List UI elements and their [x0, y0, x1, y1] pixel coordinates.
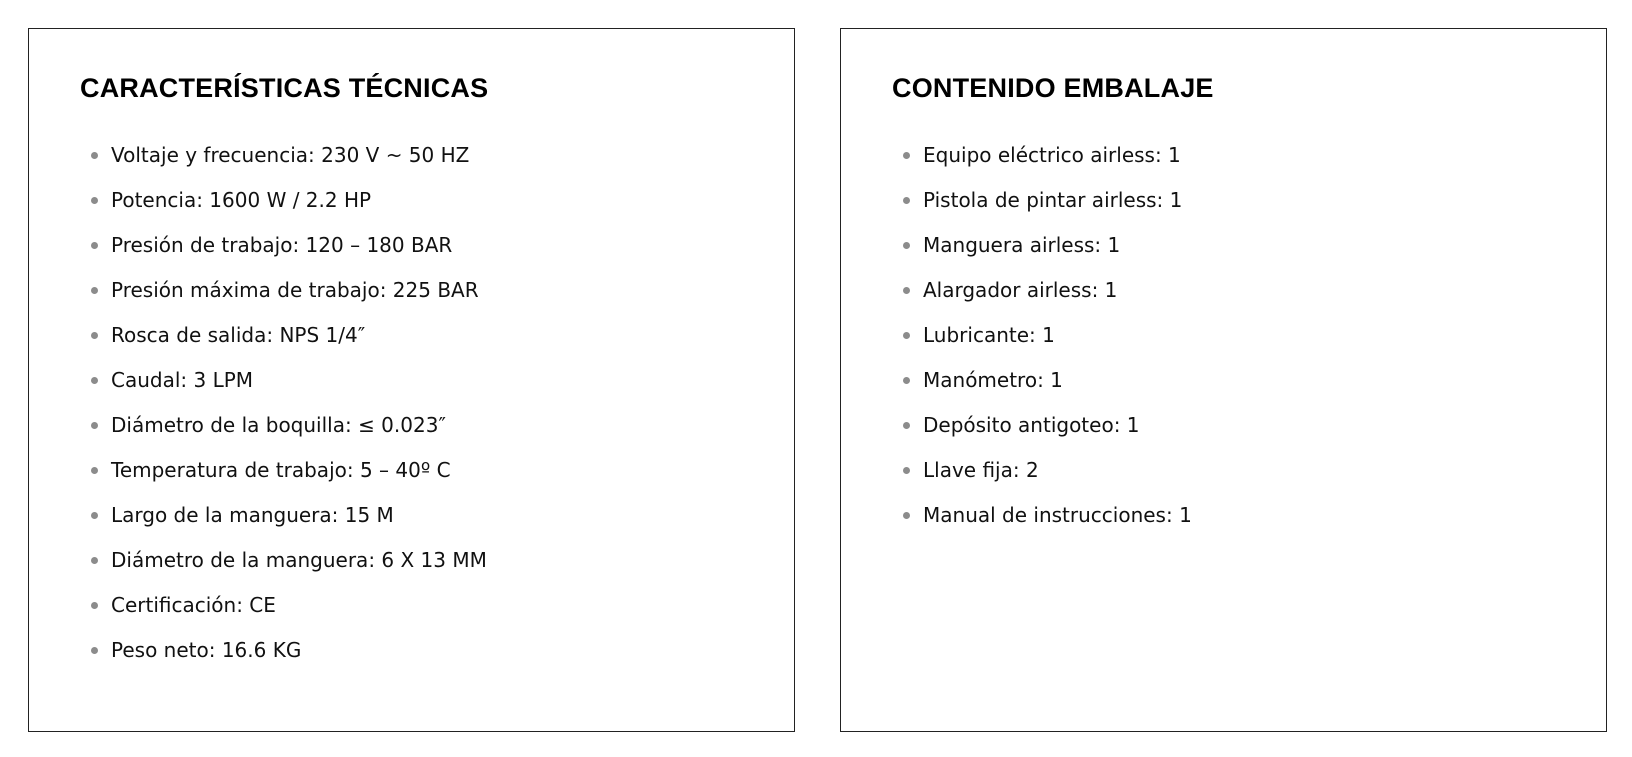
- bullet-icon: [903, 422, 910, 429]
- bullet-icon: [903, 197, 910, 204]
- spec-item: [111, 138, 487, 183]
- package-item-text: Lubricante: 1: [923, 323, 1055, 347]
- package-item: [923, 228, 1192, 273]
- spec-item-text: Certificación: CE: [111, 593, 276, 617]
- bullet-icon: [91, 287, 98, 294]
- bullet-icon: [91, 647, 98, 654]
- bullet-icon: [91, 422, 98, 429]
- spec-item: [111, 318, 487, 363]
- spec-item: [111, 453, 487, 498]
- package-item: [923, 273, 1192, 318]
- spec-item-text: Potencia: 1600 W / 2.2 HP: [111, 188, 372, 212]
- spec-item: [111, 588, 487, 633]
- technical-specs-panel: [28, 28, 795, 732]
- bullet-icon: [903, 467, 910, 474]
- spec-item: [111, 183, 487, 228]
- package-item-text: Alargador airless: 1: [923, 278, 1118, 302]
- spec-item-text: Diámetro de la manguera: 6 X 13 MM: [111, 548, 487, 572]
- bullet-icon: [903, 287, 910, 294]
- bullet-icon: [91, 332, 98, 339]
- bullet-icon: [903, 332, 910, 339]
- package-item: [923, 183, 1192, 228]
- package-item: [923, 363, 1192, 408]
- package-contents-panel: [840, 28, 1607, 732]
- package-item-text: Equipo eléctrico airless: 1: [923, 143, 1181, 167]
- technical-specs-title: CARACTERÍSTICAS TÉCNICAS: [80, 73, 489, 103]
- bullet-icon: [91, 377, 98, 384]
- package-item: [923, 498, 1192, 543]
- bullet-icon: [91, 152, 98, 159]
- spec-item: [111, 633, 487, 678]
- spec-item-text: Largo de la manguera: 15 M: [111, 503, 394, 527]
- spec-item-text: Temperatura de trabajo: 5 – 40º C: [111, 458, 451, 482]
- spec-item: [111, 408, 487, 453]
- spec-item-text: Caudal: 3 LPM: [111, 368, 254, 392]
- spec-item-text: Presión máxima de trabajo: 225 BAR: [111, 278, 479, 302]
- spec-item: [111, 498, 487, 543]
- package-contents-title: CONTENIDO EMBALAJE: [892, 73, 1214, 103]
- package-contents-list: [923, 138, 1192, 543]
- package-item: [923, 318, 1192, 363]
- spec-item-text: Peso neto: 16.6 KG: [111, 638, 302, 662]
- bullet-icon: [903, 152, 910, 159]
- spec-item-text: Rosca de salida: NPS 1/4″: [111, 323, 366, 347]
- bullet-icon: [91, 512, 98, 519]
- package-item-text: Pistola de pintar airless: 1: [923, 188, 1183, 212]
- bullet-icon: [91, 557, 98, 564]
- bullet-icon: [903, 377, 910, 384]
- spec-item: [111, 543, 487, 588]
- bullet-icon: [91, 602, 98, 609]
- package-item: [923, 408, 1192, 453]
- spec-item-text: Presión de trabajo: 120 – 180 BAR: [111, 233, 453, 257]
- bullet-icon: [91, 242, 98, 249]
- package-item-text: Manómetro: 1: [923, 368, 1063, 392]
- spec-item: [111, 228, 487, 273]
- spec-item-text: Diámetro de la boquilla: ≤ 0.023″: [111, 413, 446, 437]
- bullet-icon: [903, 242, 910, 249]
- spec-item: [111, 363, 487, 408]
- package-item: [923, 453, 1192, 498]
- spec-item-text: Voltaje y frecuencia: 230 V ~ 50 HZ: [111, 143, 470, 167]
- package-item: [923, 138, 1192, 183]
- bullet-icon: [91, 467, 98, 474]
- spec-item: [111, 273, 487, 318]
- bullet-icon: [91, 197, 98, 204]
- package-item-text: Manguera airless: 1: [923, 233, 1121, 257]
- package-item-text: Manual de instrucciones: 1: [923, 503, 1192, 527]
- package-item-text: Depósito antigoteo: 1: [923, 413, 1140, 437]
- bullet-icon: [903, 512, 910, 519]
- technical-specs-list: [111, 138, 487, 678]
- package-item-text: Llave fija: 2: [923, 458, 1039, 482]
